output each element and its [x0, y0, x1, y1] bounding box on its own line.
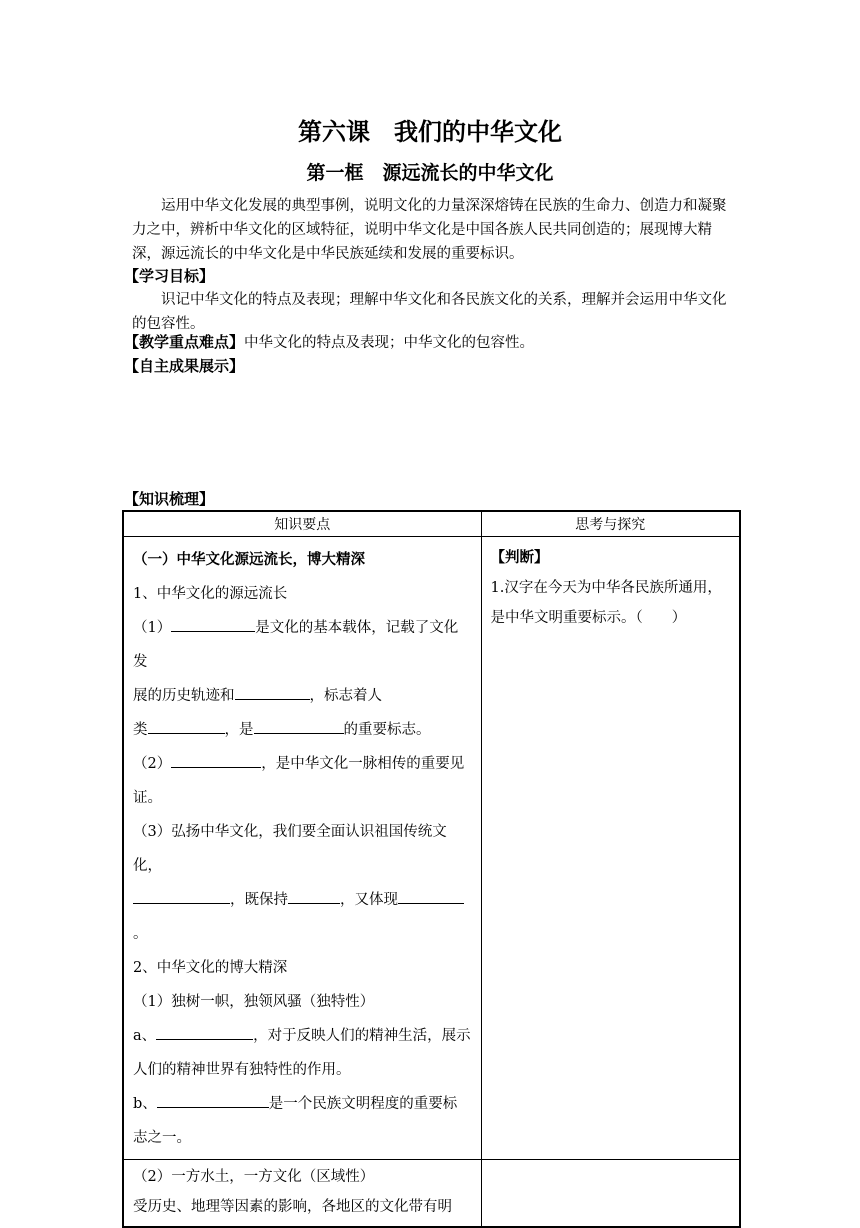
fill-line: （1） 是文化的基本载体，记载了文化发 [133, 611, 473, 679]
blank-field[interactable] [171, 614, 255, 632]
self-study-heading: 【自主成果展示】 [124, 357, 245, 375]
text-line: （2）一方水土，一方文化（区域性） [133, 1169, 375, 1185]
table-row [123, 1160, 740, 1228]
header-knowledge-points: 知识要点 [123, 511, 481, 537]
blank-field[interactable] [133, 886, 230, 904]
blank-field[interactable] [288, 886, 340, 904]
key-points-line [124, 330, 534, 355]
key-points-heading: 【教学重点难点】 [124, 333, 245, 351]
text-line: 志之一。 [133, 1130, 191, 1146]
fill-line: 展的历史轨迹和 ，标志着人 [133, 679, 473, 713]
text-line: （1）独树一帜，独领风骚（独特性） [133, 994, 375, 1010]
knowledge-cell [123, 537, 481, 1160]
lesson-title: 第六课 我们的中华文化 [298, 118, 562, 146]
knowledge-heading: 【知识梳理】 [124, 490, 215, 508]
knowledge-table [122, 510, 741, 1228]
fill-line: ，既保持 ，又体现。 [133, 883, 473, 951]
header-think-explore: 思考与探究 [481, 511, 740, 537]
subsection-2: 2、中华文化的博大精深 [133, 960, 288, 976]
blank-field[interactable] [157, 1090, 269, 1108]
text-line: 人们的精神世界有独特性的作用。 [133, 1062, 351, 1078]
fill-line: a、 ，对于反映人们的精神生活，展示 [133, 1019, 473, 1053]
table-header-row [123, 511, 740, 537]
section-subtitle: 第一框 源远流长的中华文化 [306, 162, 554, 184]
knowledge-cell [123, 1160, 481, 1228]
intro-paragraph: 运用中华文化发展的典型事例，说明文化的力量深深熔铸在民族的生命力、创造力和凝聚力之中，辨析中华文化的区域特征，说明中华文化是中国各族人民共同创造的；展现博大精深，源远流长的中华文化是中华民族延续和发展的重要标识。 [132, 198, 727, 262]
explore-cell [481, 537, 740, 1160]
blank-field[interactable] [156, 1022, 253, 1040]
text-line: （3）弘扬中华文化，我们要全面认识祖国传统文化， [133, 824, 447, 874]
key-points-text: 中华文化的特点及表现；中华文化的包容性。 [244, 335, 535, 351]
text-line: 证。 [133, 790, 162, 806]
fill-line: b、 是一个民族文明程度的重要标 [133, 1087, 473, 1121]
blank-field[interactable] [254, 716, 344, 734]
blank-field[interactable] [235, 682, 310, 700]
blank-field[interactable] [398, 886, 464, 904]
section-one-title: （一）中华文化源远流长，博大精深 [133, 551, 365, 568]
blank-field[interactable] [148, 716, 225, 734]
text-line: 受历史、地理等因素的影响，各地区的文化带有明 [133, 1199, 452, 1215]
judge-question: 1.汉字在今天为中华各民族所通用，是中华文明重要标示。（ ） [490, 580, 722, 626]
explore-cell [481, 1160, 740, 1228]
subsection-1: 1、中华文化的源远流长 [133, 586, 288, 602]
fill-line: 类 ，是 的重要标志。 [133, 713, 473, 747]
blank-field[interactable] [171, 750, 261, 768]
judge-heading: 【判断】 [490, 549, 549, 566]
goals-heading: 【学习目标】 [124, 267, 215, 285]
goals-text: 识记中华文化的特点及表现；理解中华文化和各民族文化的关系，理解并会运用中华文化的包容性。 [132, 292, 727, 332]
fill-line: （2） ，是中华文化一脉相传的重要见 [133, 747, 473, 781]
table-row [123, 537, 740, 1160]
